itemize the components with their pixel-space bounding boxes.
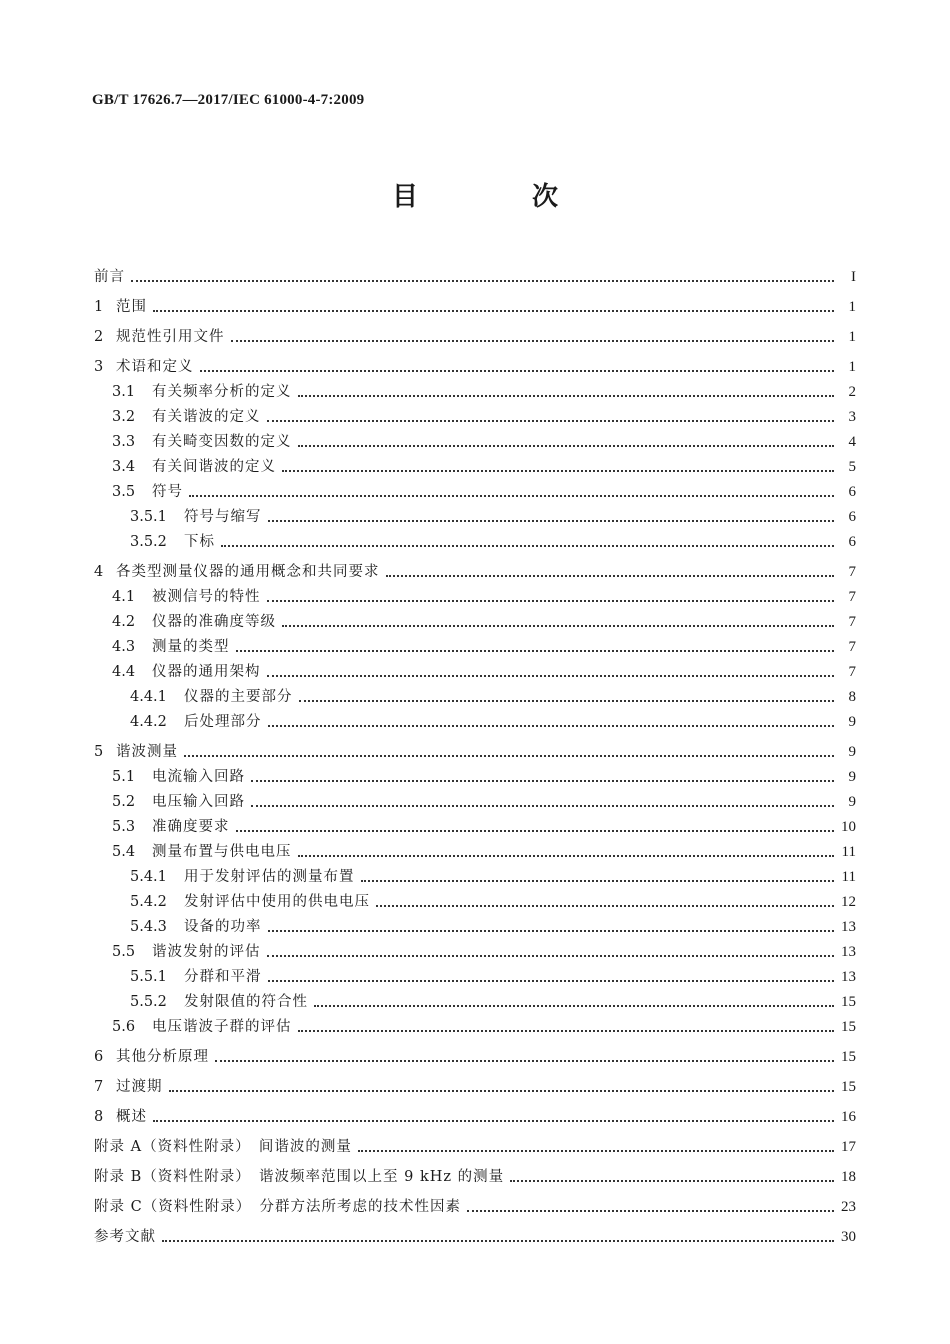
toc-entry-number: 4.4.1: [130, 689, 167, 705]
dot-leader: [298, 1030, 835, 1032]
toc-entry-page: 7: [848, 664, 856, 680]
toc-entry-title: 有关间谐波的定义: [152, 459, 276, 475]
toc-entry-page: 1: [848, 359, 856, 375]
toc-entry-number: 4.4: [112, 664, 136, 680]
dot-leader: [361, 880, 835, 882]
toc-entry-title: 规范性引用文件: [116, 329, 225, 345]
toc-entry[interactable]: [94, 731, 856, 761]
toc-entry[interactable]: [94, 346, 856, 376]
toc-entry-page: 1: [848, 329, 856, 345]
toc-entry[interactable]: [94, 1126, 856, 1156]
toc-entry-page: 11: [841, 844, 856, 860]
toc-entry[interactable]: [94, 526, 856, 551]
dot-leader: [267, 955, 835, 957]
dot-leader: [298, 855, 835, 857]
toc-entry[interactable]: [94, 606, 856, 631]
dot-leader: [376, 905, 834, 907]
toc-entry-page: 15: [841, 1019, 856, 1035]
dot-leader: [299, 700, 835, 702]
toc-entry[interactable]: [94, 551, 856, 581]
toc-entry-title: 谐波发射的评估: [152, 944, 261, 960]
dot-leader: [131, 280, 834, 282]
toc-entry[interactable]: [94, 961, 856, 986]
toc-entry-number: 5.4.1: [130, 869, 167, 885]
toc-entry-title: 电流输入回路: [152, 769, 245, 785]
toc-entry[interactable]: [94, 811, 856, 836]
toc-entry-title: 仪器的准确度等级: [152, 614, 276, 630]
toc-entry-page: 7: [848, 639, 856, 655]
toc-entry[interactable]: [94, 936, 856, 961]
toc-entry-title: 发射评估中使用的供电电压: [184, 894, 370, 910]
toc-entry-title: 谐波测量: [116, 744, 178, 760]
toc-entry-page: 4: [848, 434, 856, 450]
toc-entry[interactable]: [94, 706, 856, 731]
toc-entry-title: 下标: [184, 534, 215, 550]
toc-entry-number: 4.4.2: [130, 714, 167, 730]
dot-leader: [236, 650, 835, 652]
toc-entry-page: 16: [841, 1109, 856, 1125]
toc-entry[interactable]: [94, 401, 856, 426]
toc-entry-page: 5: [848, 459, 856, 475]
toc-entry-page: 9: [848, 714, 856, 730]
toc-entry[interactable]: [94, 886, 856, 911]
toc-entry[interactable]: [94, 581, 856, 606]
toc-entry-page: 18: [841, 1169, 856, 1185]
toc-entry[interactable]: [94, 656, 856, 681]
toc-entry-page: 11: [841, 869, 856, 885]
toc-entry-number: 3.2: [112, 409, 136, 425]
dot-leader: [251, 805, 834, 807]
toc-entry[interactable]: [94, 681, 856, 706]
toc-entry[interactable]: [94, 376, 856, 401]
toc-entry-number: 6: [94, 1049, 104, 1065]
toc-entry-page: 12: [841, 894, 856, 910]
toc-entry-title: 被测信号的特性: [152, 589, 261, 605]
table-of-contents: [94, 256, 856, 1246]
toc-entry-page: 1: [848, 299, 856, 315]
dot-leader: [298, 395, 835, 397]
toc-entry-title: 设备的功率: [184, 919, 262, 935]
toc-entry-page: I: [851, 269, 856, 285]
dot-leader: [282, 625, 834, 627]
dot-leader: [184, 755, 834, 757]
toc-entry-title: 测量的类型: [152, 639, 230, 655]
toc-entry-page: 6: [848, 509, 856, 525]
toc-entry-page: 2: [848, 384, 856, 400]
toc-entry-page: 7: [848, 614, 856, 630]
toc-entry-title: 术语和定义: [116, 359, 194, 375]
dot-leader: [510, 1180, 834, 1182]
toc-entry-number: 3.5.2: [130, 534, 167, 550]
dot-leader: [267, 420, 835, 422]
toc-entry[interactable]: [94, 451, 856, 476]
toc-entry[interactable]: [94, 426, 856, 451]
toc-entry-page: 13: [841, 944, 856, 960]
toc-entry[interactable]: [94, 836, 856, 861]
toc-entry-number: 3.5.1: [130, 509, 167, 525]
toc-entry[interactable]: [94, 911, 856, 936]
toc-entry-title: 附录 B（资料性附录） 谐波频率范围以上至 9 kHz 的测量: [94, 1169, 505, 1185]
toc-entry-page: 15: [841, 994, 856, 1010]
toc-entry-title: 用于发射评估的测量布置: [184, 869, 355, 885]
toc-entry-title: 附录 A（资料性附录） 间谐波的测量: [94, 1139, 352, 1155]
toc-entry-page: 6: [848, 484, 856, 500]
dot-leader: [162, 1240, 834, 1242]
toc-entry-page: 8: [848, 689, 856, 705]
toc-entry-page: 15: [841, 1079, 856, 1095]
toc-entry-title: 附录 C（资料性附录） 分群方法所考虑的技术性因素: [94, 1199, 461, 1215]
toc-entry-page: 13: [841, 919, 856, 935]
dot-leader: [298, 445, 835, 447]
dot-leader: [314, 1005, 834, 1007]
toc-entry-number: 8: [94, 1109, 104, 1125]
toc-entry-page: 10: [841, 819, 856, 835]
toc-entry-number: 2: [94, 329, 104, 345]
toc-entry-page: 17: [841, 1139, 856, 1155]
toc-entry-title: 电压输入回路: [152, 794, 245, 810]
toc-entry-number: 5.4: [112, 844, 136, 860]
toc-entry-title: 概述: [116, 1109, 147, 1125]
toc-entry-title: 符号与缩写: [184, 509, 262, 525]
toc-entry-title: 其他分析原理: [116, 1049, 209, 1065]
toc-entry-title: 准确度要求: [152, 819, 230, 835]
toc-entry[interactable]: [94, 1096, 856, 1126]
toc-entry-title: 前言: [94, 269, 125, 285]
toc-entry-title: 仪器的主要部分: [184, 689, 293, 705]
toc-entry-title: 发射限值的符合性: [184, 994, 308, 1010]
toc-entry[interactable]: [94, 1156, 856, 1186]
dot-leader: [215, 1060, 834, 1062]
toc-entry-number: 5.4.3: [130, 919, 167, 935]
toc-entry-number: 4: [94, 564, 104, 580]
toc-entry-number: 7: [94, 1079, 104, 1095]
toc-entry-page: 30: [841, 1229, 856, 1245]
toc-entry-title: 有关谐波的定义: [152, 409, 261, 425]
toc-entry-title: 有关畸变因数的定义: [152, 434, 292, 450]
toc-entry[interactable]: [94, 256, 856, 286]
toc-entry-number: 3: [94, 359, 104, 375]
toc-entry-number: 4.1: [112, 589, 136, 605]
toc-entry-number: 3.4: [112, 459, 136, 475]
toc-entry[interactable]: [94, 1036, 856, 1066]
toc-entry-number: 3.1: [112, 384, 136, 400]
toc-entry[interactable]: [94, 861, 856, 886]
toc-entry-title: 仪器的通用架构: [152, 664, 261, 680]
dot-leader: [386, 575, 835, 577]
toc-entry-title: 过渡期: [116, 1079, 163, 1095]
toc-entry[interactable]: [94, 986, 856, 1011]
toc-entry-page: 6: [848, 534, 856, 550]
toc-entry-number: 5.5.2: [130, 994, 167, 1010]
toc-entry-number: 4.3: [112, 639, 136, 655]
dot-leader: [267, 600, 835, 602]
toc-entry[interactable]: [94, 1186, 856, 1216]
dot-leader: [268, 930, 835, 932]
toc-entry[interactable]: [94, 786, 856, 811]
toc-entry-title: 测量布置与供电电压: [152, 844, 292, 860]
toc-entry-title: 各类型测量仪器的通用概念和共同要求: [116, 564, 380, 580]
page-title: 目 次: [391, 182, 602, 212]
dot-leader: [467, 1210, 834, 1212]
dot-leader: [268, 725, 835, 727]
toc-entry[interactable]: [94, 316, 856, 346]
toc-entry[interactable]: [94, 501, 856, 526]
toc-entry-title: 后处理部分: [184, 714, 262, 730]
toc-entry-title: 参考文献: [94, 1229, 156, 1245]
dot-leader: [169, 1090, 835, 1092]
toc-entry[interactable]: [94, 286, 856, 316]
toc-entry-number: 5.5.1: [130, 969, 167, 985]
toc-entry[interactable]: [94, 476, 856, 501]
dot-leader: [267, 675, 835, 677]
toc-entry[interactable]: [94, 631, 856, 656]
toc-entry-page: 7: [848, 589, 856, 605]
toc-entry[interactable]: [94, 761, 856, 786]
toc-entry[interactable]: [94, 1011, 856, 1036]
toc-entry-page: 23: [841, 1199, 856, 1215]
toc-entry-title: 范围: [116, 299, 147, 315]
toc-entry-title: 符号: [152, 484, 183, 500]
dot-leader: [358, 1150, 834, 1152]
toc-entry-page: 7: [848, 564, 856, 580]
dot-leader: [282, 470, 834, 472]
dot-leader: [251, 780, 834, 782]
toc-entry-title: 分群和平滑: [184, 969, 262, 985]
toc-entry-number: 5.4.2: [130, 894, 167, 910]
toc-entry-page: 9: [848, 744, 856, 760]
toc-entry-number: 5.2: [112, 794, 136, 810]
toc-entry[interactable]: [94, 1216, 856, 1246]
toc-entry-number: 1: [94, 299, 104, 315]
toc-entry-number: 5.6: [112, 1019, 136, 1035]
toc-entry-page: 9: [848, 794, 856, 810]
toc-entry-number: 5.3: [112, 819, 136, 835]
toc-entry-page: 15: [841, 1049, 856, 1065]
toc-entry-title: 有关频率分析的定义: [152, 384, 292, 400]
toc-entry-page: 13: [841, 969, 856, 985]
dot-leader: [153, 310, 834, 312]
dot-leader: [221, 545, 834, 547]
toc-entry-number: 5: [94, 744, 104, 760]
toc-entry-number: 3.3: [112, 434, 136, 450]
toc-entry[interactable]: [94, 1066, 856, 1096]
toc-entry-number: 5.5: [112, 944, 136, 960]
dot-leader: [268, 980, 835, 982]
dot-leader: [189, 495, 834, 497]
toc-entry-number: 5.1: [112, 769, 136, 785]
dot-leader: [200, 370, 835, 372]
toc-entry-page: 9: [848, 769, 856, 785]
dot-leader: [268, 520, 835, 522]
toc-entry-title: 电压谐波子群的评估: [152, 1019, 292, 1035]
dot-leader: [231, 340, 835, 342]
toc-entry-page: 3: [848, 409, 856, 425]
dot-leader: [153, 1120, 834, 1122]
standard-number: GB/T 17626.7—2017/IEC 61000-4-7:2009: [92, 92, 365, 108]
toc-entry-number: 4.2: [112, 614, 136, 630]
toc-entry-number: 3.5: [112, 484, 136, 500]
dot-leader: [236, 830, 835, 832]
